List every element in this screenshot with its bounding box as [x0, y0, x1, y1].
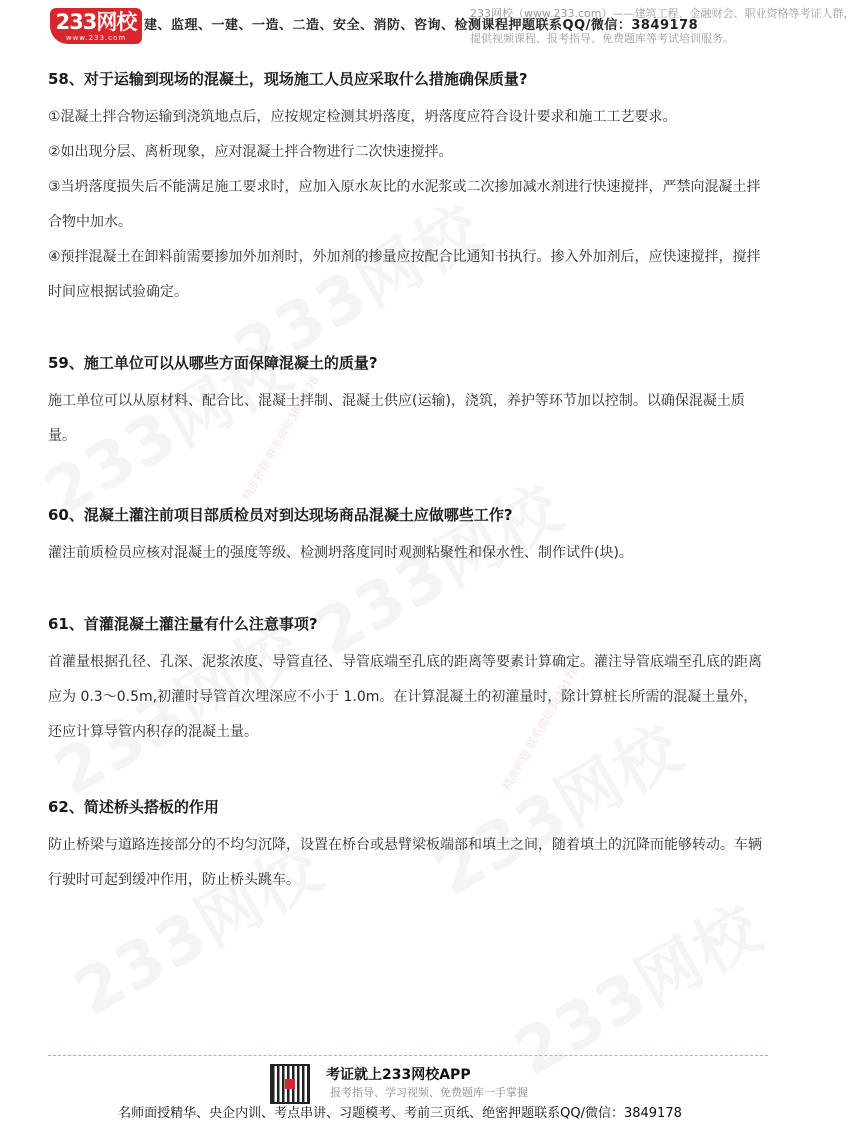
document-body — [48, 66, 768, 898]
page-footer — [0, 1060, 800, 1132]
qa-block — [48, 611, 768, 750]
watermark-contact: 精准押题 联系微信3849178 — [239, 374, 322, 503]
footer-title: 考证就上233网校APP — [326, 1067, 471, 1083]
answer-paragraph: ④预拌混凝土在卸料前需要掺加外加剂时，外加剂的掺量应按配合比通知书执行。掺入外加剂后，应快速搅拌，搅拌时间应根据试验确定。 — [48, 249, 761, 300]
qa-block — [48, 794, 768, 898]
answer-paragraph: ①混凝土拌合物运输到浇筑地点后，应按规定检测其坍落度，坍落度应符合设计要求和施工工艺要求。 — [48, 109, 677, 125]
watermark-contact: 精准押题 联系微信3849178 — [499, 664, 582, 793]
question-heading: 59、施工单位可以从哪些方面保障混凝土的质量? — [48, 354, 378, 372]
qa-block — [48, 502, 768, 571]
header-tagline-line2: 提供视频课程、报考指导、免费题库等考试培训服务。 — [470, 32, 734, 45]
brand-logo — [50, 8, 142, 44]
answer-paragraph: 灌注前质检员应核对混凝土的强度等级、检测坍落度同时观测粘聚性和保水性、制作试件(块)。 — [48, 545, 633, 561]
answer-paragraph: 施工单位可以从原材料、配合比、混凝土拌制、混凝土供应(运输)，浇筑，养护等环节加以控制。以确保混凝土质量。 — [48, 393, 745, 444]
qr-code-icon — [270, 1064, 310, 1104]
question-heading: 61、首灌混凝土灌注量有什么注意事项? — [48, 615, 318, 633]
answer-paragraph: 防止桥梁与道路连接部分的不均匀沉降，设置在桥台或悬臂梁板端部和填土之间，随着填土的沉降而能够转动。车辆行驶时可起到缓冲作用，防止桥头跳车。 — [48, 837, 762, 888]
header-contact — [144, 14, 698, 33]
answer-paragraph: ③当坍落度损失后不能满足施工要求时，应加入原水灰比的水泥浆或二次掺加减水剂进行快速搅拌，严禁向混凝土拌合物中加水。 — [48, 179, 761, 230]
qr-center-mark — [285, 1079, 295, 1089]
logo-text: 233网校 — [55, 10, 137, 34]
qa-block — [48, 350, 768, 454]
question-heading: 58、对于运输到现场的混凝土，现场施工人员应采取什么措施确保质量? — [48, 70, 528, 88]
qa-block — [48, 66, 768, 310]
question-heading: 60、混凝土灌注前项目部质检员对到达现场商品混凝土应做哪些工作? — [48, 506, 513, 524]
header-tagline-line1: 233网校（www.233.com）——建筑工程、金融财会、职业资格等考证人群， — [470, 7, 854, 20]
header-contact-text: 建、监理、一建、一造、二造、安全、消防、咨询、检测课程押题联系QQ/微信：3849178 — [144, 18, 699, 33]
answer-paragraph: 首灌量根据孔径、孔深、泥浆浓度、导管直径、导管底端至孔底的距离等要素计算确定。灌注导管底端至孔底的距离应为 0.3～0.5m,初灌时导管首次埋深应不小于 1.0m。在计算混凝土的初灌量时，除计算桩长所需的混凝土量外，还应计算导管内积存的混凝土量。 — [48, 654, 762, 740]
footer-divider — [48, 1055, 768, 1056]
answer-paragraph: ②如出现分层、离析现象，应对混凝土拌合物进行二次快速搅拌。 — [48, 144, 453, 160]
footer-subtitle: 报考指导、学习视频、免费题库一手掌握 — [330, 1086, 528, 1099]
page-header — [0, 0, 854, 56]
question-heading: 62、简述桥头搭板的作用 — [48, 798, 219, 816]
logo-sub: www.233.com — [65, 34, 127, 42]
footer-contact: 名师面授精华、央企内训、考点串讲、习题模考、考前三页纸、绝密押题联系QQ/微信：3849178 — [118, 1106, 682, 1121]
